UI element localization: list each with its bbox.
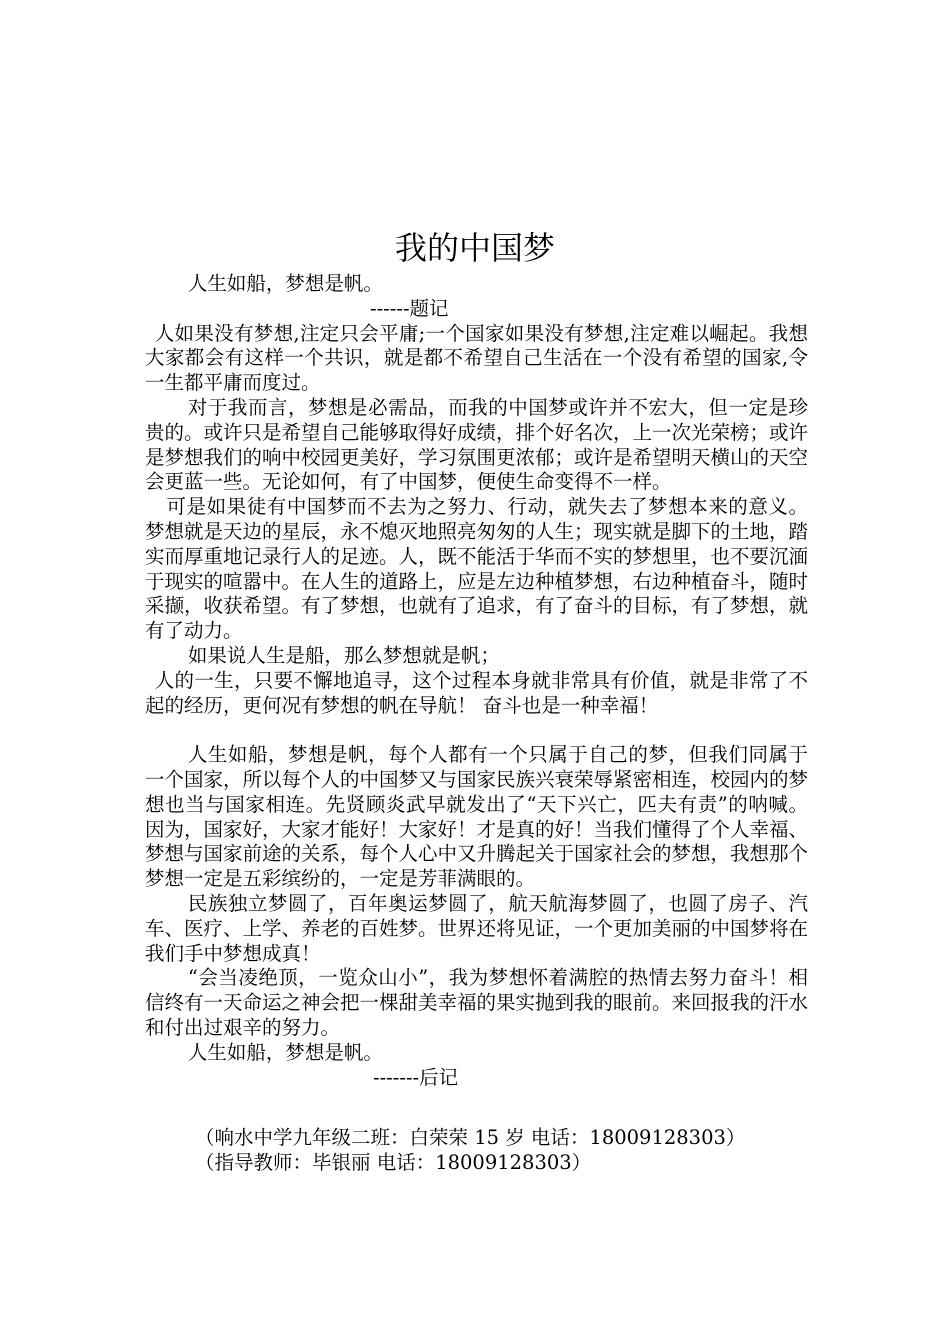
document-title: 我的中国梦 <box>394 229 555 267</box>
paragraph-1: 人如果没有梦想,注定只会平庸;一个国家如果没有梦想,注定难以崛起。我想大家都会有这样一个共识，就是都不希望自己生活在一个没有希望的国家,令一生都平庸而度过。 <box>145 321 808 395</box>
paragraph-2: 对于我而言，梦想是必需品，而我的中国梦或许并不宏大，但一定是珍贵的。或许只是希望自己能够取得好成绩，排个好名次，上一次光荣榜；或许是梦想我们的响中校园更美好，学习氛围更浓郁；或许是希望明天横山的天空会更蓝一些。无论如何，有了中国梦，便使生命变得不一样。 <box>145 395 809 494</box>
document-body <box>145 272 808 1176</box>
author-contact: （响水中学九年级二班：白荣荣 15 岁 电话：18009128303） <box>195 1126 746 1150</box>
paragraph-3: 可是如果徒有中国梦而不去为之努力、行动，就失去了梦想本来的意义。梦想就是天边的星辰，永不熄灭地照亮匆匆的人生；现实就是脚下的土地，踏实而厚重地记录行人的足迹。人，既不能活于华而不实的梦想里，也不要沉湎于现实的喧嚣中。在人生的道路上，应是左边种植梦想，右边种植奋斗，随时采撷，收获希望。有了梦想，也就有了追求，有了奋斗的目标，有了梦想，就有了动力。 <box>145 495 809 643</box>
epigraph-text: 人生如船，梦想是帆。 <box>187 272 383 295</box>
paragraph-8: “会当凌绝顶，一览众山小”，我为梦想怀着满腔的热情去努力奋斗！相信终有一天命运之神会把一棵甜美幸福的果实抛到我的眼前。来回报我的汗水和付出过艰辛的努力。 <box>145 966 809 1039</box>
paragraph-6: 人生如船，梦想是帆，每个人都有一个只属于自己的梦，但我们同属于一个国家，所以每个人的中国梦又与国家民族兴衰荣辱紧密相连，校园内的梦想也当与国家相连。先贤顾炎武早就发出了“天下兴亡，匹夫有责”的呐喊。因为，国家好，大家才能好！大家好！才是真的好！当我们懂得了个人幸福、梦想与国家前途的关系，每个人心中又升腾起关于国家社会的梦想，我想那个梦想一定是五彩缤纷的，一定是芳菲满眼的。 <box>145 743 809 891</box>
postscript-signature: -------后记 <box>373 1065 459 1089</box>
paragraph-5: 人的一生，只要不懈地追寻，这个过程本身就非常具有价值，就是非常了不起的经历，更何况有梦想的帆在导航！ 奋斗也是一种幸福！ <box>145 668 808 717</box>
paragraph-7: 民族独立梦圆了，百年奥运梦圆了，航天航海梦圆了，也圆了房子、汽车、医疗、上学、养老的百姓梦。世界还将见证，一个更加美丽的中国梦将在我们手中梦想成真！ <box>145 891 809 965</box>
paragraph-4: 如果说人生是船，那么梦想就是帆； <box>187 643 500 667</box>
teacher-contact: （指导教师：毕银丽 电话：18009128303） <box>195 1151 592 1175</box>
paragraph-9: 人生如船，梦想是帆。 <box>187 1040 383 1064</box>
blank-line <box>145 1090 808 1126</box>
blank-line <box>145 718 808 743</box>
epigraph-signature: ------题记 <box>370 296 449 320</box>
